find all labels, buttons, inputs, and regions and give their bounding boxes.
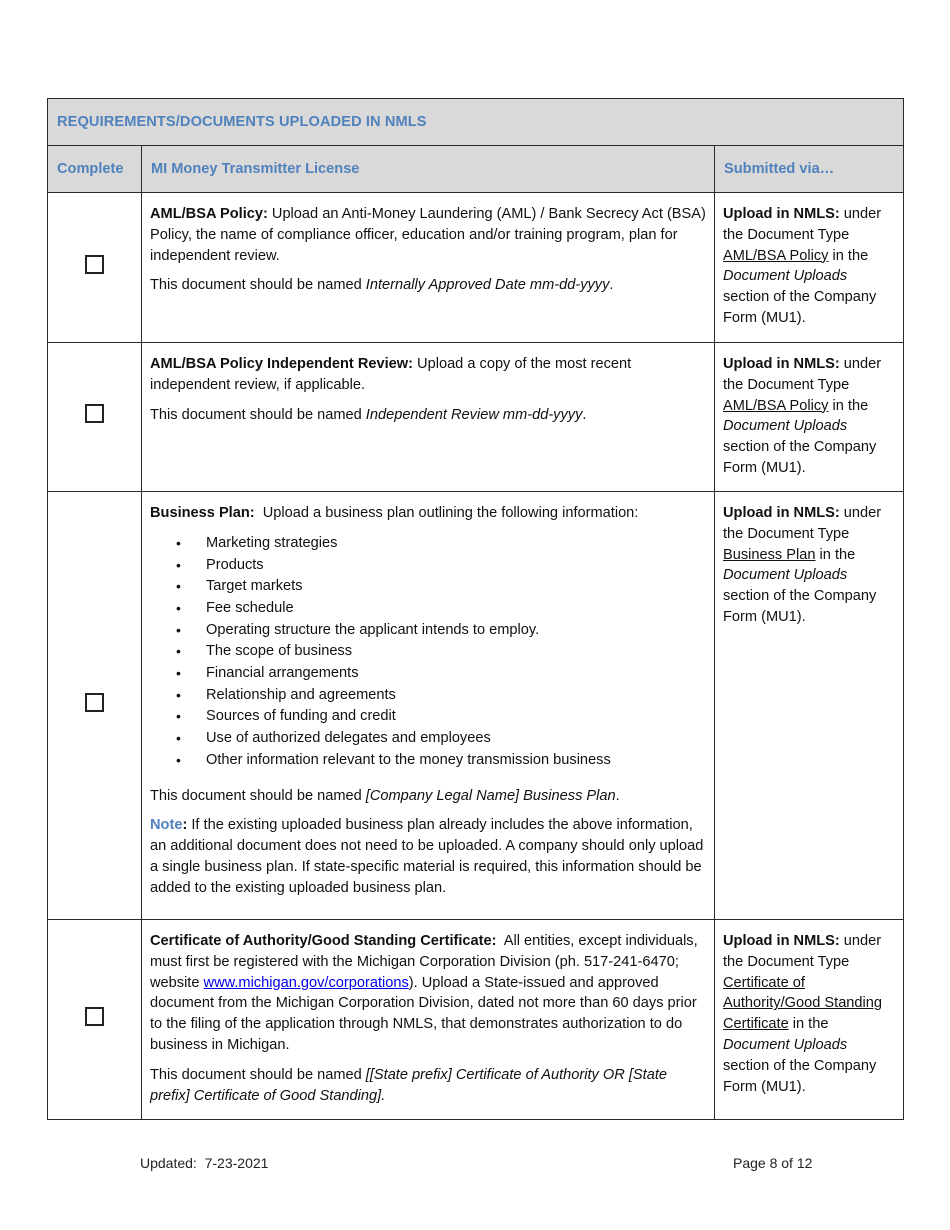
requirement-description	[142, 193, 715, 343]
table-row	[48, 193, 904, 343]
list-item: • Fee schedule	[206, 598, 706, 620]
table-title: REQUIREMENTS/DOCUMENTS UPLOADED IN NMLS	[48, 99, 904, 146]
document-name: Internally Approved Date mm-dd-yyyy	[365, 277, 610, 294]
requirement-description	[142, 920, 715, 1120]
document-type: Certificate of Authority/Good Standing Certificate	[723, 974, 883, 1033]
list-item: • Relationship and agreements	[206, 685, 706, 707]
footer-page-number: Page 8 of 12	[733, 1155, 813, 1171]
table-row	[48, 343, 904, 492]
requirement-text: AML/BSA Policy Independent Review: Upload a copy of the most recent independent review, if applicable.	[150, 356, 632, 393]
complete-cell	[48, 492, 142, 920]
submitted-via: Upload in NMLS: under the Document Type AML/BSA Policy in the Document Uploads section of the Company Form (MU1).	[715, 343, 904, 492]
list-item: • Other information relevant to the money transmission business	[206, 750, 706, 772]
column-header-submitted: Submitted via…	[715, 146, 904, 193]
note-label: Note	[150, 817, 183, 834]
requirement-description	[142, 343, 715, 492]
document-naming: This document should be named Internally Approved Date mm-dd-yyyy.	[150, 277, 614, 294]
requirement-heading: Business Plan:	[150, 505, 255, 521]
document-name: Independent Review mm-dd-yyyy	[365, 406, 583, 423]
list-item: • The scope of business	[206, 641, 706, 663]
document-type: Business Plan	[723, 546, 816, 563]
footer-updated-date: Updated: 7-23-2021	[140, 1155, 269, 1171]
list-item: • Target markets	[206, 576, 706, 598]
requirement-text: AML/BSA Policy: Upload an Anti-Money Laundering (AML) / Bank Secrecy Act (BSA) Policy, the name of compliance officer, education and/or training program, plan for independent review.	[150, 206, 706, 264]
complete-checkbox-certificate-of-authority[interactable]	[85, 1007, 104, 1026]
requirement-text: Certificate of Authority/Good Standing Certificate: All entities, except individuals, must first be registered with the Michigan Corporation Division (ph. 517-241-6470; website www.michigan.gov/corporations). Upload a State-issued and approved document from the Michigan Corporation Division, dated not more than 60 days prior to the filing of the application through NMLS, that demonstrates authorization to do business in Michigan.	[150, 933, 702, 1053]
table-row	[48, 492, 904, 920]
column-header-license: MI Money Transmitter License	[142, 146, 715, 193]
document-naming: This document should be named [Company Legal Name] Business Plan.	[150, 787, 620, 804]
note-paragraph: Note: If the existing uploaded business plan already includes the above information, an additional document does not need to be uploaded. A company should only upload a single business plan. If state-specific material is required, this information should be added to the existing uploaded business plan.	[150, 817, 704, 896]
complete-checkbox-aml-bsa-policy[interactable]	[85, 255, 104, 274]
complete-checkbox-business-plan[interactable]	[85, 693, 104, 712]
list-item: • Use of authorized delegates and employees	[206, 728, 706, 750]
list-item: • Products	[206, 555, 706, 577]
requirement-text: Business Plan: Upload a business plan outlining the following information:	[150, 505, 639, 521]
document-naming: This document should be named Independent Review mm-dd-yyyy.	[150, 406, 587, 423]
document-type: AML/BSA Policy	[723, 397, 829, 414]
list-item: • Operating structure the applicant intends to employ.	[206, 620, 706, 642]
list-item: • Sources of funding and credit	[206, 706, 706, 728]
list-item: • Financial arrangements	[206, 663, 706, 685]
column-header-complete: Complete	[48, 146, 142, 193]
submitted-via: Upload in NMLS: under the Document Type Business Plan in the Document Uploads section of the Company Form (MU1).	[715, 492, 904, 920]
document-naming: This document should be named [[State prefix] Certificate of Authority OR [State prefix] Certificate of Good Standing].	[150, 1066, 667, 1104]
document-type: AML/BSA Policy	[723, 247, 829, 264]
complete-cell	[48, 920, 142, 1120]
requirement-heading: AML/BSA Policy:	[150, 206, 268, 222]
table-row	[48, 920, 904, 1120]
column-header-row	[48, 146, 904, 193]
michigan-corporations-link[interactable]: www.michigan.gov/corporations	[203, 974, 409, 991]
complete-cell	[48, 193, 142, 343]
complete-cell	[48, 343, 142, 492]
requirement-description	[142, 492, 715, 920]
requirements-table	[47, 98, 904, 1120]
submitted-via: Upload in NMLS: under the Document Type AML/BSA Policy in the Document Uploads section of the Company Form (MU1).	[715, 193, 904, 343]
requirement-heading: Certificate of Authority/Good Standing Certificate:	[150, 933, 497, 949]
complete-checkbox-independent-review[interactable]	[85, 404, 104, 423]
business-plan-list	[150, 533, 706, 772]
requirement-heading: AML/BSA Policy Independent Review:	[150, 356, 413, 372]
submitted-via: Upload in NMLS: under the Document Type Certificate of Authority/Good Standing Certificate in the Document Uploads section of the Company Form (MU1).	[715, 920, 904, 1120]
list-item: • Marketing strategies	[206, 533, 706, 555]
document-name: [[State prefix] Certificate of Authority OR [State prefix] Certificate of Good Standing]	[150, 1066, 667, 1104]
document-name: [Company Legal Name] Business Plan	[365, 787, 616, 804]
